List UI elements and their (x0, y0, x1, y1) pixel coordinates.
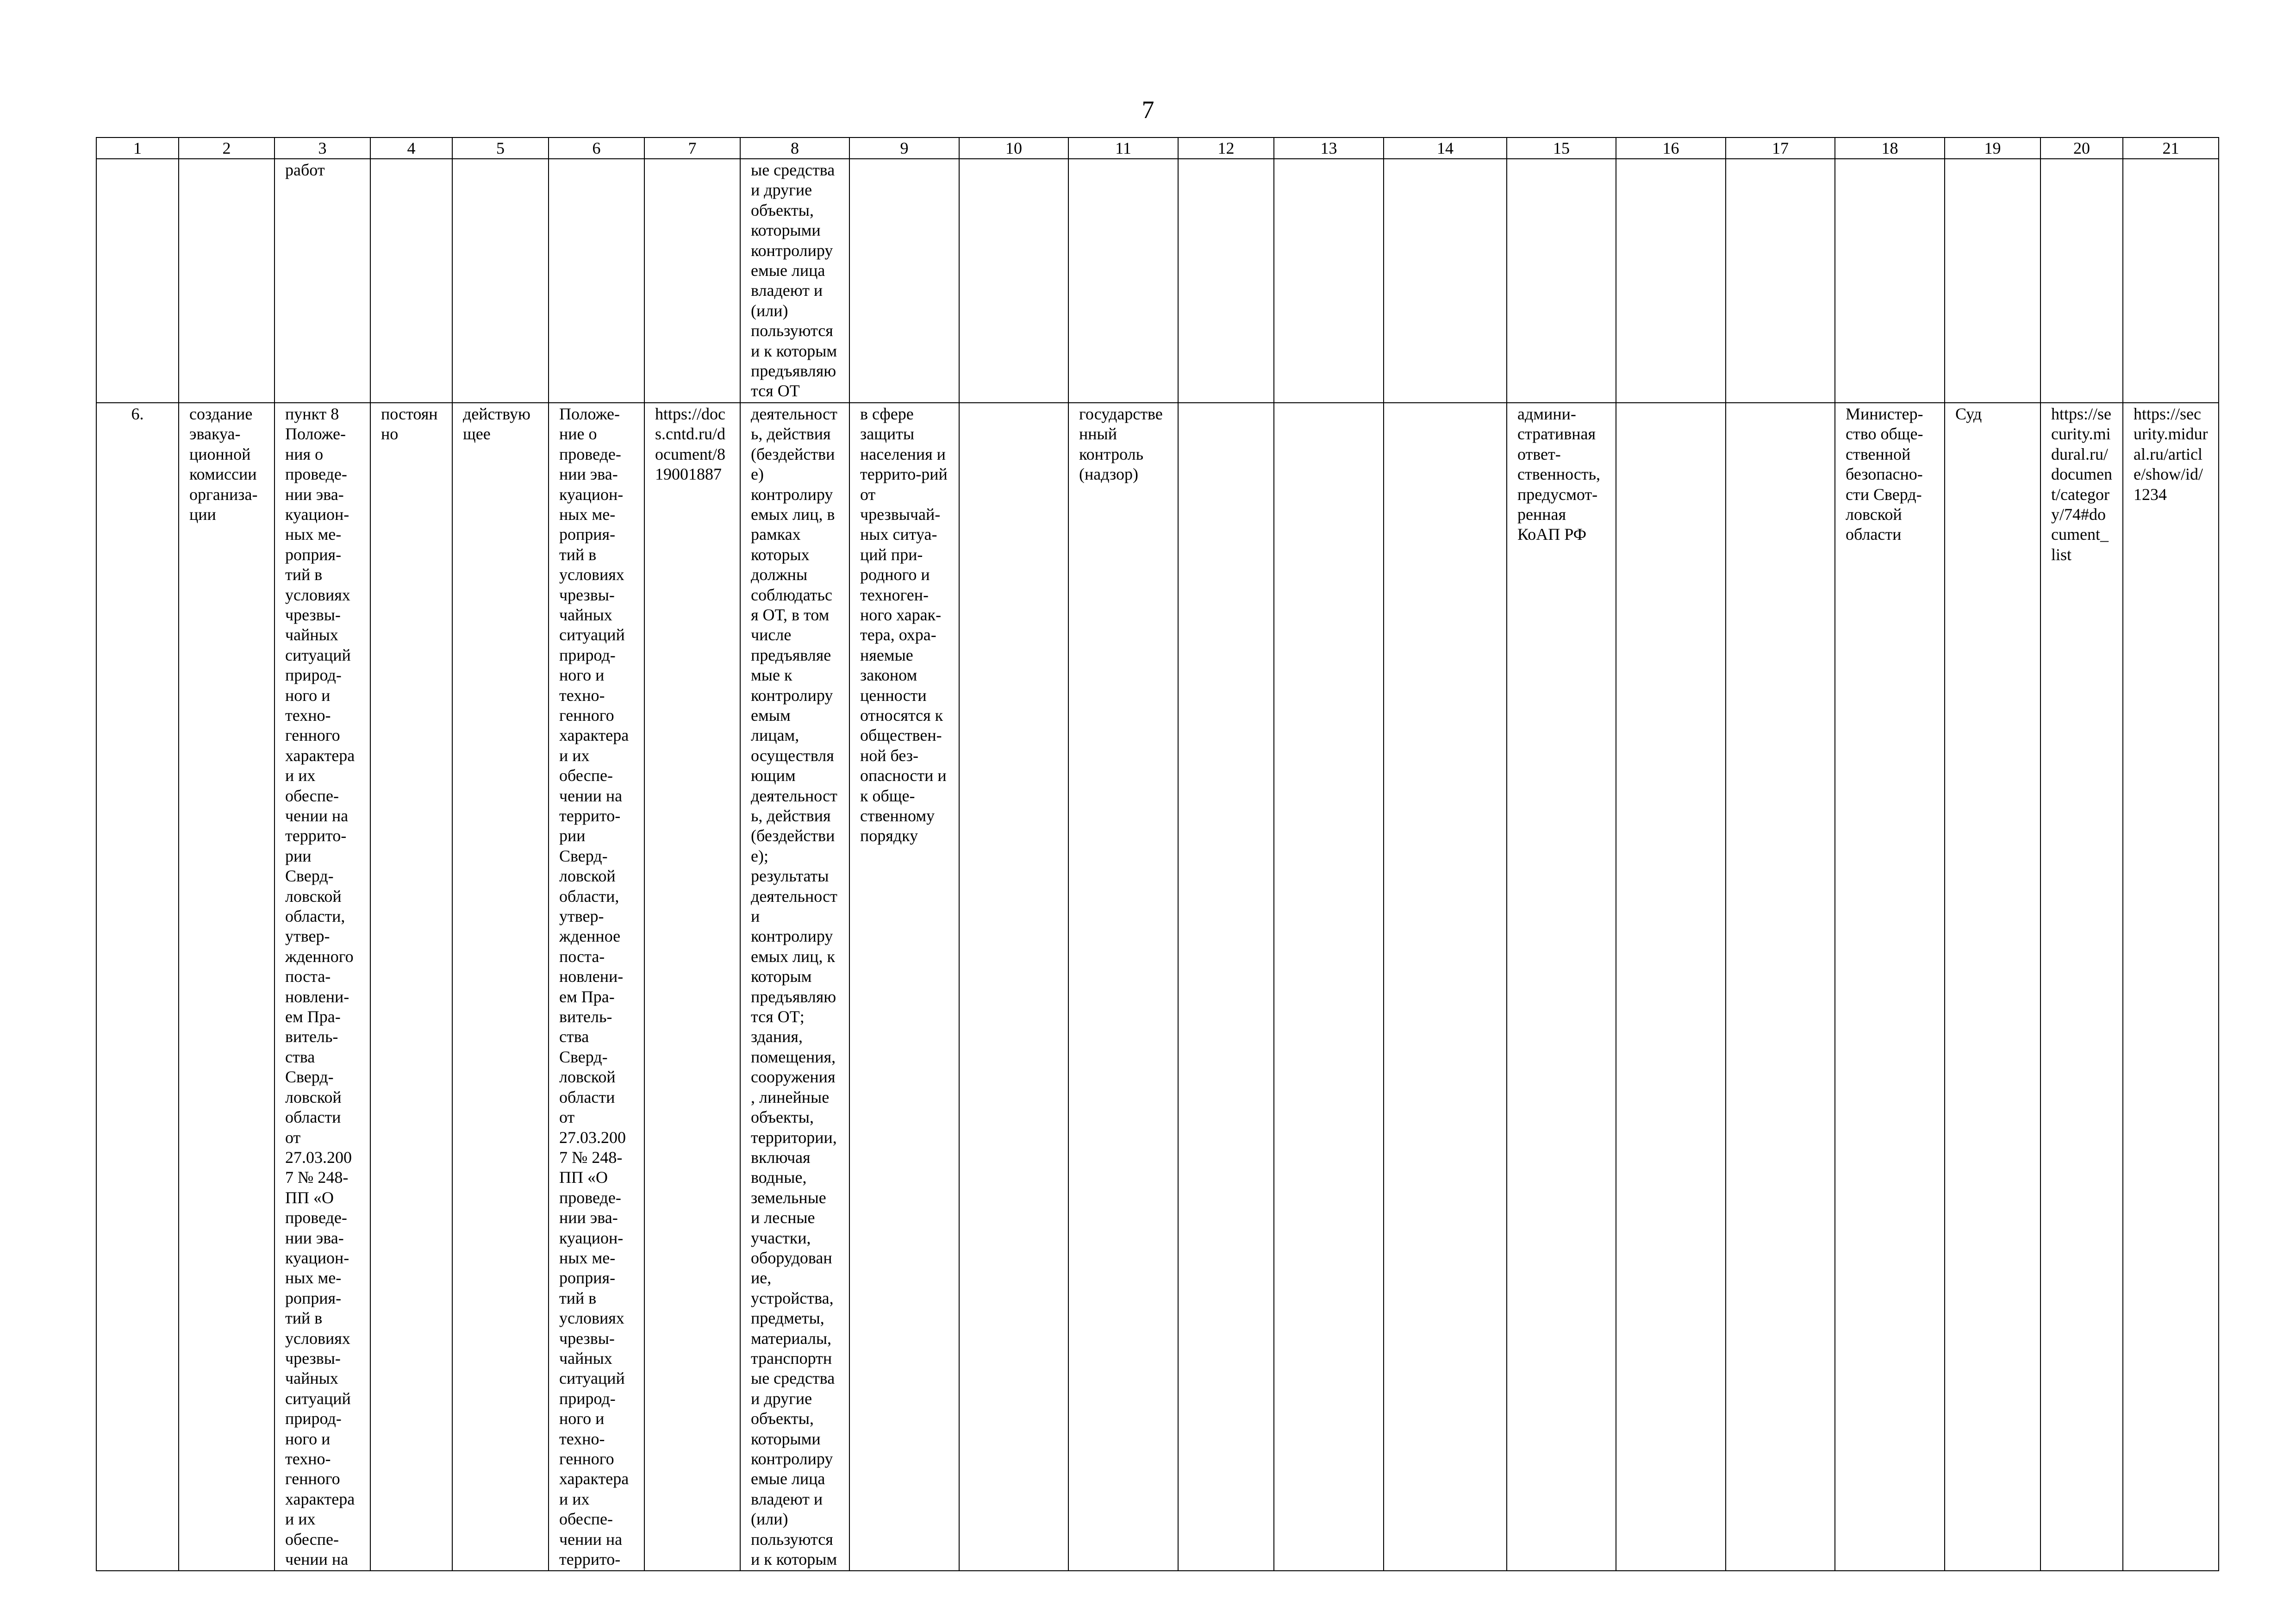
table-cell: админи-стративная ответ-ственность, предусмот-ренная КоАП РФ (1507, 403, 1616, 1571)
column-header: 1 (96, 137, 179, 159)
table-cell (1274, 403, 1384, 1571)
column-header: 15 (1507, 137, 1616, 159)
table-cell (1068, 159, 1178, 403)
column-header: 17 (1726, 137, 1835, 159)
column-header: 8 (740, 137, 849, 159)
table-cell: действующее (452, 403, 549, 1571)
table-cell (1384, 403, 1507, 1571)
column-header: 6 (549, 137, 644, 159)
column-header: 19 (1945, 137, 2040, 159)
table-cell: в сфере защиты населения и террито-рий от чрезвычай-ных ситуа-ций при-родного и техноген-ного харак-тера, охра-няемые законом ценности относятся к обществен-ной без-опасности и к обще-ственному порядку (849, 403, 959, 1571)
table-cell (1507, 159, 1616, 403)
link-cell[interactable]: https://security.midural.ru/article/show/id/1234 (2123, 403, 2219, 1571)
table-row (96, 159, 2219, 403)
table-cell: Министер-ство обще-ственной безопасно-сти Сверд-ловской области (1835, 403, 1945, 1571)
table-cell: пункт 8 Положе-ния о проведе-нии эва-куацион-ных ме-роприя-тий в условиях чрезвы-чайных ситуаций природ-ного и техно-генного характера и их обеспе-чении на террито-рии Сверд-ловской области, утвер-жденного поста-новлени-ем Пра-витель-ства Сверд-ловской области от 27.03.2007 № 248-ПП «О проведе-нии эва-куацион-ных ме-роприя-тий в условиях чрезвы-чайных ситуаций природ-ного и техно-генного характера и их обеспе-чении на (275, 403, 370, 1571)
table-cell (1616, 159, 1726, 403)
table-cell (1384, 159, 1507, 403)
column-header: 9 (849, 137, 959, 159)
table-cell (1178, 403, 1274, 1571)
row-number-cell: 6. (96, 403, 179, 1571)
column-header: 7 (644, 137, 740, 159)
column-header: 12 (1178, 137, 1274, 159)
column-header: 11 (1068, 137, 1178, 159)
table-cell (1178, 159, 1274, 403)
column-header: 3 (275, 137, 370, 159)
column-header: 2 (179, 137, 275, 159)
link-cell[interactable]: https://docs.cntd.ru/document/819001887 (644, 403, 740, 1571)
table-cell (179, 159, 275, 403)
column-header: 21 (2123, 137, 2219, 159)
link-cell[interactable]: https://security.midural.ru/document/category/74#document_list (2040, 403, 2123, 1571)
table-cell: постоянно (370, 403, 452, 1571)
column-header: 10 (959, 137, 1068, 159)
table-cell (452, 159, 549, 403)
column-number-row (96, 137, 2219, 159)
table-cell (644, 159, 740, 403)
column-header: 14 (1384, 137, 1507, 159)
table-cell: деятельность, действия (бездействие) контролиру емых лиц, в рамках которых должны соблюдаться ОТ, в том числе предъявляе мые к контролиру емым лицам, осуществля ющим деятельность, действия (бездействие); результаты деятельности контролиру емых лиц, к которым предъявляю тся ОТ; здания, помещения, сооружения, линейные объекты, территории, включая водные, земельные и лесные участки, оборудование, устройства, предметы, материалы, транспортные средства и другие объекты, которыми контролиру емые лица владеют и (или) пользуются и к которым (740, 403, 849, 1571)
table-cell: государственный контроль (надзор) (1068, 403, 1178, 1571)
table-cell (96, 159, 179, 403)
column-header: 20 (2040, 137, 2123, 159)
table-cell (959, 159, 1068, 403)
table-cell (2040, 159, 2123, 403)
column-header: 5 (452, 137, 549, 159)
table-cell: создание эвакуа-ционной комиссии организа-ции (179, 403, 275, 1571)
table-cell (959, 403, 1068, 1571)
table-cell (1274, 159, 1384, 403)
column-header: 16 (1616, 137, 1726, 159)
column-header: 13 (1274, 137, 1384, 159)
table-row (96, 403, 2219, 1571)
table-cell (1726, 403, 1835, 1571)
table-cell (1945, 159, 2040, 403)
document-table (96, 137, 2219, 1571)
table-cell (849, 159, 959, 403)
column-header: 18 (1835, 137, 1945, 159)
table-cell: Положе-ние о проведе-нии эва-куацион-ных ме-роприя-тий в условиях чрезвы-чайных ситуаций природ-ного и техно-генного характера и их обеспе-чении на террито-рии Сверд-ловской области, утвер-жденное поста-новлени-ем Пра-витель-ства Сверд-ловской области от 27.03.2007 № 248-ПП «О проведе-нии эва-куацион-ных ме-роприя-тий в условиях чрезвы-чайных ситуаций природ-ного и техно-генного характера и их обеспе-чении на террито- (549, 403, 644, 1571)
table-cell (1726, 159, 1835, 403)
table-cell: Суд (1945, 403, 2040, 1571)
table-cell (1616, 403, 1726, 1571)
table-cell (1835, 159, 1945, 403)
table-cell (549, 159, 644, 403)
table-cell: ые средства и другие объекты, которыми контролиру емые лица владеют и (или) пользуются и к которым предъявляю тся ОТ (740, 159, 849, 403)
page-number: 7 (1142, 96, 1154, 124)
table-cell (2123, 159, 2219, 403)
table-cell (370, 159, 452, 403)
column-header: 4 (370, 137, 452, 159)
table-cell: работ (275, 159, 370, 403)
